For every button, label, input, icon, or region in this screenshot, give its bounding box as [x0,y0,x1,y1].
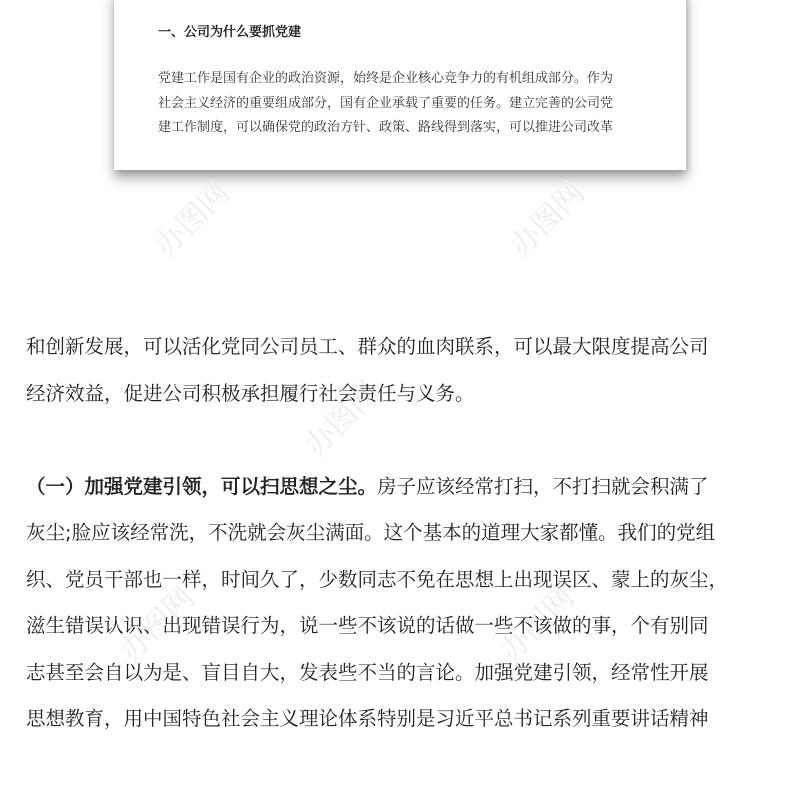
watermark: 办图网 [148,175,237,264]
section-heading: 一、公司为什么要抓党建 [158,25,302,40]
preview-paragraph [158,67,648,141]
preview-line: 党建工作是国有企业的政治资源，始终是企业核心竞争力的有机组成部分。作为 [158,71,614,86]
article-body [26,324,786,743]
subheading-lead: （一）加强党建引领，可以扫思想之尘。 [26,474,378,498]
paragraph-line: 思想教育，用中国特色社会主义理论体系特别是习近平总书记系列重要讲话精神 [26,707,709,730]
paragraph-line: 和创新发展，可以活化党同公司员工、群众的血肉联系，可以最大限度提高公司 [26,335,709,358]
watermark: 办图网 [298,375,387,464]
paragraph-gap [26,417,786,464]
preview-line: 建工作制度，可以确保党的政治方针、政策、路线得到落实，可以推进公司改革 [158,120,614,135]
paragraph-text: 房子应该经常打扫，不打扫就会积满了 [377,474,709,498]
document-preview-card [114,0,686,170]
preview-line: 社会主义经济的重要组成部分，国有企业承载了重要的任务。建立完善的公司党 [158,95,614,111]
watermark: 办图网 [493,580,582,669]
paragraph-line: 志甚至会自以为是、盲目自大，发表些不当的言论。加强党建引领，经常性开展 [26,660,709,684]
paragraph-line: 滋生错误认识、出现错误行为，说一些不该说的话做一些不该做的事，个有别同 [26,614,709,637]
paragraph-line: 经济效益，促进公司积极承担履行社会责任与义务。 [26,381,475,405]
paragraph-line [26,464,786,511]
watermark: 办图网 [503,175,592,264]
paragraph-line: 织、党员干部也一样，时间久了，少数同志不免在思想上出现误区、蒙上的灰尘， [26,567,729,591]
paragraph-line: 灰尘;脸应该经常洗，不洗就会灰尘满面。这个基本的道理大家都懂。我们的党组 [26,521,716,544]
watermark: 办图网 [113,580,202,669]
